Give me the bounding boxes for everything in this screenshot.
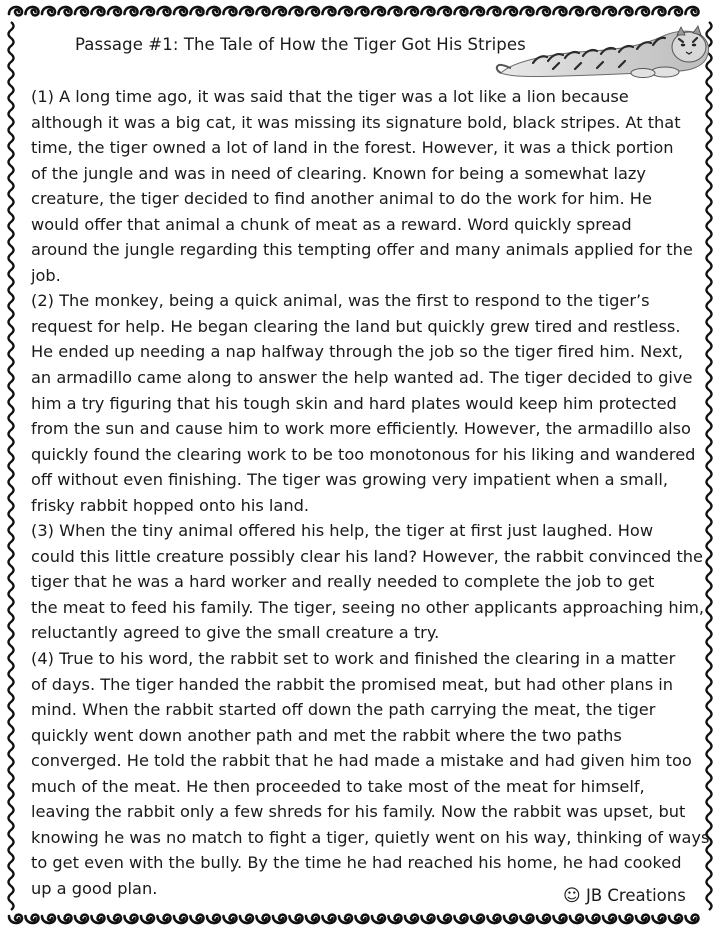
passage-line: converged. He told the rabbit that he had made a mistake and had given him too	[31, 751, 692, 771]
swirl-ornament	[587, 7, 600, 15]
swirl-ornament	[191, 7, 204, 15]
swirl-ornament	[455, 7, 468, 15]
swirl-ornament	[636, 7, 649, 15]
swirl-ornament	[455, 915, 468, 923]
zigzag-ornament	[9, 22, 14, 910]
swirl-ornament	[191, 915, 204, 923]
swirl-ornament	[290, 915, 303, 923]
passage-body	[31, 84, 720, 902]
passage-line: of the jungle and was in need of clearing. Known for being a somewhat lazy	[31, 163, 646, 183]
swirl-ornament	[554, 915, 567, 923]
passage-line: time, the tiger owned a lot of land in the forest. However, it was a thick portion	[31, 138, 674, 158]
swirl-ornament	[273, 7, 286, 15]
swirl-ornament	[174, 7, 187, 15]
swirl-ornament	[59, 915, 72, 923]
passage-line: an armadillo came along to answer the help wanted ad. The tiger decided to give	[31, 368, 693, 388]
swirl-ornament	[504, 7, 517, 15]
passage-line: frisky rabbit hopped onto his land.	[31, 495, 310, 515]
passage-line: quickly found the clearing work to be too monotonous for his liking and wandered	[31, 444, 696, 464]
passage-line: the meat to feed his family. The tiger, seeing no other applicants approaching him,	[31, 597, 705, 617]
passage-line: although it was a big cat, it was missing its signature bold, black stripes. At that	[31, 112, 681, 132]
swirl-ornament	[158, 7, 171, 15]
swirl-ornament	[686, 7, 699, 15]
swirl-ornament	[653, 915, 666, 923]
swirl-ornament	[356, 7, 369, 15]
swirl-ornament	[488, 915, 501, 923]
swirl-ornament	[471, 915, 484, 923]
passage-line: He ended up needing a nap halfway through the job so the tiger fired him. Next,	[31, 342, 684, 362]
swirl-ornament	[570, 7, 583, 15]
swirl-ornament	[141, 7, 154, 15]
passage-line: from the sun and cause him to work more efficiently. However, the armadillo also	[31, 419, 691, 439]
passage-line: request for help. He began clearing the land but quickly grew tired and restless.	[31, 316, 681, 336]
swirl-ornament	[59, 7, 72, 15]
swirl-ornament	[471, 7, 484, 15]
swirl-ornament	[9, 7, 22, 15]
swirl-ornament	[323, 915, 336, 923]
swirl-ornament	[207, 7, 220, 15]
passage-line: tiger that he was a hard worker and really needed to complete the job to get	[31, 572, 655, 592]
passage-line: up a good plan.	[31, 878, 158, 898]
passage-line: to get even with the bully. By the time he had reached his home, he had cooked	[31, 853, 682, 873]
swirl-ornament	[422, 7, 435, 15]
swirl-ornament	[141, 915, 154, 923]
passage-line: knowing he was no match to fight a tiger, quietly went on his way, thinking of ways	[31, 827, 710, 847]
swirl-ornament	[240, 915, 253, 923]
swirl-ornament	[669, 7, 682, 15]
credit-text: JB Creations	[585, 886, 686, 905]
passage-line: him a try figuring that his tough skin and hard plates would keep him protected	[31, 393, 677, 413]
swirl-ornament	[207, 915, 220, 923]
passage-line: (2) The monkey, being a quick animal, was the first to respond to the tiger’s	[31, 291, 650, 311]
swirl-ornament	[224, 7, 237, 15]
swirl-ornament	[339, 915, 352, 923]
swirl-ornament	[603, 7, 616, 15]
swirl-ornament	[306, 7, 319, 15]
passage-line: would offer that animal a chunk of meat as a reward. Word quickly spread	[31, 214, 632, 234]
swirl-ornament	[306, 915, 319, 923]
swirl-ornament	[108, 7, 121, 15]
swirl-ornament	[521, 915, 534, 923]
swirl-ornament	[356, 915, 369, 923]
swirl-ornament	[405, 915, 418, 923]
passage-line: job.	[31, 265, 61, 285]
swirl-ornament	[438, 915, 451, 923]
swirl-ornament	[372, 7, 385, 15]
credit-line	[563, 886, 686, 906]
swirl-ornament	[339, 7, 352, 15]
swirl-ornament	[422, 915, 435, 923]
swirl-ornament	[125, 7, 138, 15]
swirl-ornament	[620, 915, 633, 923]
swirl-ornament	[620, 7, 633, 15]
swirl-ornament	[257, 915, 270, 923]
passage-line: reluctantly agreed to give the small creature a try.	[31, 623, 440, 643]
swirl-ornament	[537, 7, 550, 15]
swirl-ornament	[405, 7, 418, 15]
swirl-ornament	[26, 7, 39, 15]
passage-line: quickly went down another path and met the rabbit where the two paths	[31, 725, 622, 745]
swirl-ornament	[389, 915, 402, 923]
passage-line: of days. The tiger handed the rabbit the promised meat, but had other plans in	[31, 674, 674, 694]
passage-line: off without even finishing. The tiger was growing very impatient when a small,	[31, 470, 668, 490]
passage-title: Passage #1: The Tale of How the Tiger Got His Stripes	[75, 35, 526, 54]
smiley-icon: ☺	[563, 886, 581, 906]
swirl-ornament	[372, 915, 385, 923]
swirl-ornament	[570, 915, 583, 923]
swirl-ornament	[636, 915, 649, 923]
swirl-ornament	[554, 7, 567, 15]
passage-line: (4) True to his word, the rabbit set to work and finished the clearing in a matter	[31, 649, 676, 669]
swirl-ornament	[488, 7, 501, 15]
swirl-ornament	[42, 915, 55, 923]
passage-line: around the jungle regarding this tempting offer and many animals applied for the	[31, 240, 693, 260]
swirl-ornament	[42, 7, 55, 15]
swirl-ornament	[174, 915, 187, 923]
swirl-ornament	[653, 7, 666, 15]
swirl-ornament	[537, 915, 550, 923]
swirl-ornament	[92, 7, 105, 15]
swirl-ornament	[26, 915, 39, 923]
swirl-ornament	[240, 7, 253, 15]
passage-line: (1) A long time ago, it was said that the tiger was a lot like a lion because	[31, 87, 629, 106]
tiger-illustration	[493, 23, 715, 81]
swirl-ornament	[224, 915, 237, 923]
swirl-ornament	[587, 915, 600, 923]
swirl-ornament	[323, 7, 336, 15]
border-bottom	[9, 915, 699, 923]
passage-line: (3) When the tiny animal offered his help, the tiger at first just laughed. How	[31, 521, 654, 541]
swirl-ornament	[75, 915, 88, 923]
swirl-ornament	[290, 7, 303, 15]
swirl-ornament	[75, 7, 88, 15]
swirl-ornament	[603, 915, 616, 923]
passage-line: much of the meat. He then proceeded to take most of the meat for himself,	[31, 776, 645, 796]
border-top	[9, 7, 699, 15]
swirl-ornament	[108, 915, 121, 923]
swirl-ornament	[521, 7, 534, 15]
swirl-ornament	[686, 915, 699, 923]
swirl-ornament	[158, 915, 171, 923]
swirl-ornament	[9, 915, 22, 923]
swirl-ornament	[504, 915, 517, 923]
swirl-ornament	[669, 915, 682, 923]
swirl-ornament	[92, 915, 105, 923]
swirl-ornament	[438, 7, 451, 15]
swirl-ornament	[125, 915, 138, 923]
passage-line: creature, the tiger decided to find another animal to do the work for him. He	[31, 189, 652, 209]
border-left	[9, 22, 14, 910]
swirl-ornament	[257, 7, 270, 15]
passage-line: leaving the rabbit only a few shreds for his family. Now the rabbit was upset, but	[31, 802, 686, 822]
passage-line: mind. When the rabbit started off down the path carrying the meat, the tiger	[31, 700, 656, 720]
passage-line: could this little creature possibly clear his land? However, the rabbit convinced the	[31, 546, 704, 566]
swirl-ornament	[273, 915, 286, 923]
swirl-ornament	[389, 7, 402, 15]
